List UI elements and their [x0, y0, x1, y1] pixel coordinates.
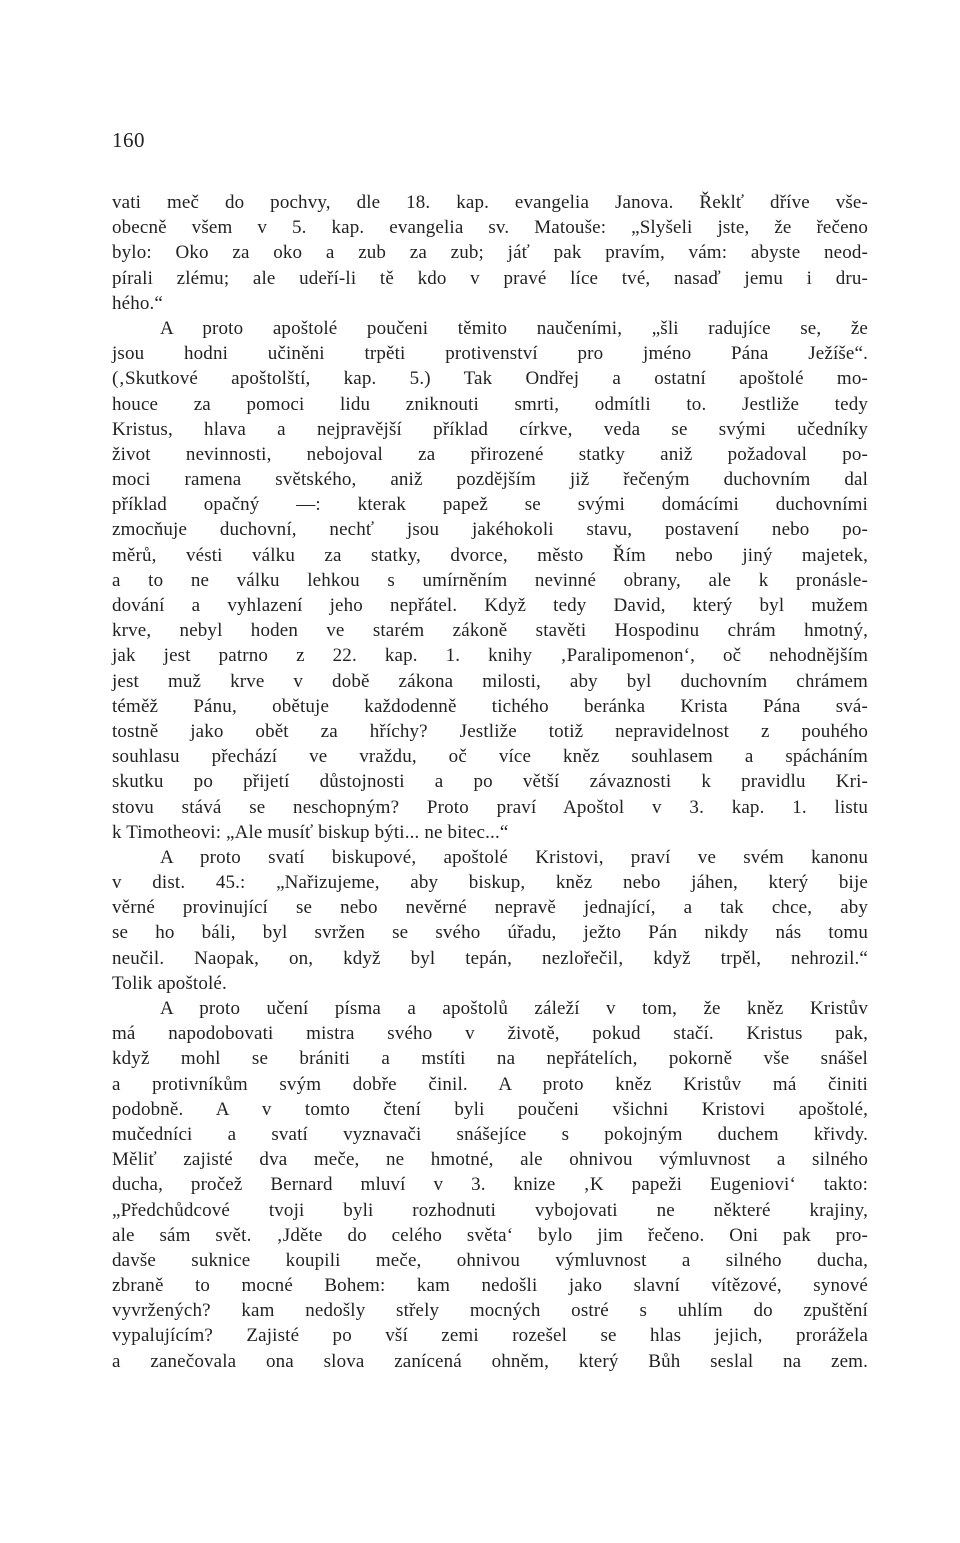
text-line: Kristus, hlava a nejpravější příklad církve, veda se svými učedníky: [112, 418, 868, 440]
text-line: Měliť zajisté dva meče, ne hmotné, ale ohnivou výmluvnost a silného: [112, 1149, 868, 1171]
text-line: A proto učení písma a apoštolů záleží v tom, že kněz Kristův: [160, 998, 868, 1019]
text-line: stovu stává se neschopným? Proto praví Apoštol v 3. kap. 1. listu: [112, 796, 868, 818]
text-line: moci ramena světského, aniž pozdějším již řečeným duchovním dal: [112, 469, 868, 491]
text-line: houce za pomoci lidu zniknouti smrti, odmítli to. Jestliže tedy: [112, 393, 868, 415]
text-line: A proto svatí biskupové, apoštolé Kristovi, praví ve svém kanonu: [160, 846, 868, 868]
text-line: měrů, vésti válku za statky, dvorce, město Řím nebo jiný majetek,: [112, 544, 868, 566]
text-line: vypalujícím? Zajisté po vší zemi rozešel se hlas jejich, prorážela: [112, 1325, 868, 1347]
text-line: „Předchůdcové tvoji byli rozhodnuti vybojovati ne některé krajiny,: [112, 1199, 868, 1221]
text-line: tostně jako obět za hříchy? Jestliže totiž nepravidelnost z pouhého: [112, 720, 868, 742]
text-line: a protivníkům svým dobře činil. A proto kněz Kristův má činiti: [112, 1073, 868, 1095]
text-line: krve, nebyl hoden ve starém zákoně stavěti Hospodinu chrám hmotný,: [112, 620, 868, 642]
text-line: se ho báli, byl svržen se svého úřadu, ježto Pán nikdy nás tomu: [112, 922, 868, 944]
text-line: věrné provinující se nebo nevěrné nepravě jednající, a tak chce, aby: [112, 897, 868, 919]
page-number: 160: [112, 128, 145, 152]
text-line: davše suknice koupili meče, ohnivou výmluvnost a silného ducha,: [112, 1249, 868, 1271]
text-line: když mohl se brániti a mstíti na nepřátelích, pokorně vše snášel: [112, 1048, 868, 1070]
text-line: ducha, pročež Bernard mluví v 3. knize ‚K papeži Eugeniovi‘ takto:: [112, 1174, 868, 1196]
body-text: [112, 190, 868, 1374]
text-line: hého.“: [112, 292, 164, 314]
text-line: mučedníci a svatí vyznavači snášejíce s pokojným duchem křivdy.: [112, 1123, 868, 1145]
text-line: neučil. Naopak, on, když byl tepán, nezlořečil, když trpěl, nehrozil.“: [112, 947, 868, 969]
text-line: Tolik apoštolé.: [112, 972, 227, 994]
text-line: podobně. A v tomto čtení byli poučeni všichni Kristovi apoštolé,: [112, 1098, 868, 1120]
text-line: jest muž krve v době zákona milosti, aby byl duchovním chrámem: [112, 670, 868, 692]
text-line: zmocňuje duchovní, nechť jsou jakéhokoli stavu, postavení nebo po-: [112, 519, 868, 541]
text-line: vati meč do pochvy, dle 18. kap. evangelia Janova. Řeklť dříve vše-: [112, 192, 868, 213]
text-line: v dist. 45.: „Nařizujeme, aby biskup, kněz nebo jáhen, který bije: [112, 872, 868, 894]
text-line: pírali zlému; ale udeří-li tě kdo v pravé líce tvé, nasaď jemu i dru-: [112, 267, 868, 289]
text-line: jak jest patrno z 22. kap. 1. knihy ‚Paralipomenon‘, oč nehodnějším: [112, 645, 868, 667]
text-line: ale sám svět. ‚Jděte do celého světa‘ bylo jim řečeno. Oni pak pro-: [112, 1224, 868, 1246]
text-line: obecně všem v 5. kap. evangelia sv. Matouše: „Slyšeli jste, že řečeno: [112, 217, 868, 239]
text-line: a zanečovala ona slova zanícená ohněm, který Bůh seslal na zem.: [112, 1350, 868, 1372]
text-line: dování a vyhlazení jeho nepřátel. Když tedy David, který byl mužem: [112, 595, 868, 616]
text-line: souhlasu přechází ve vraždu, oč více kněz souhlasem a spácháním: [112, 746, 868, 768]
text-line: příklad opačný —: kterak papež se svými domácími duchovními: [112, 494, 868, 516]
text-line: bylo: Oko za oko a zub za zub; jáť pak pravím, vám: abyste neod-: [112, 242, 868, 264]
text-line: a to ne válku lehkou s umírněním nevinné obrany, ale k pronásle-: [112, 569, 868, 591]
text-line: život nevinnosti, nebojoval za přirozené statky aniž požadoval po-: [112, 443, 868, 465]
text-line: jsou hodni učiněni trpěti protivenství pro jméno Pána Ježíše“.: [112, 343, 868, 365]
text-line: má napodobovati mistra svého v životě, pokud stačí. Kristus pak,: [112, 1023, 868, 1045]
text-line: skutku po přijetí důstojnosti a po větší závaznosti k pravidlu Kri-: [112, 771, 868, 793]
text-line: (‚Skutkové apoštolští, kap. 5.) Tak Ondřej a ostatní apoštolé mo-: [112, 368, 868, 390]
text-line: vyvržených? kam nedošly střely mocných ostré s uhlím do zpuštění: [112, 1300, 868, 1322]
text-line: A proto apoštolé poučeni těmito naučeními, „šli radujíce se, že: [160, 317, 868, 339]
text-line: k Timotheovi: „Ale musíť biskup býti... ne bitec...“: [112, 821, 509, 843]
text-line: téměž Pánu, obětuje každodenně tichého beránka Krista Pána svá-: [112, 695, 868, 717]
text-line: zbraně to mocné Bohem: kam nedošli jako slavní vítězové, synové: [112, 1275, 868, 1297]
